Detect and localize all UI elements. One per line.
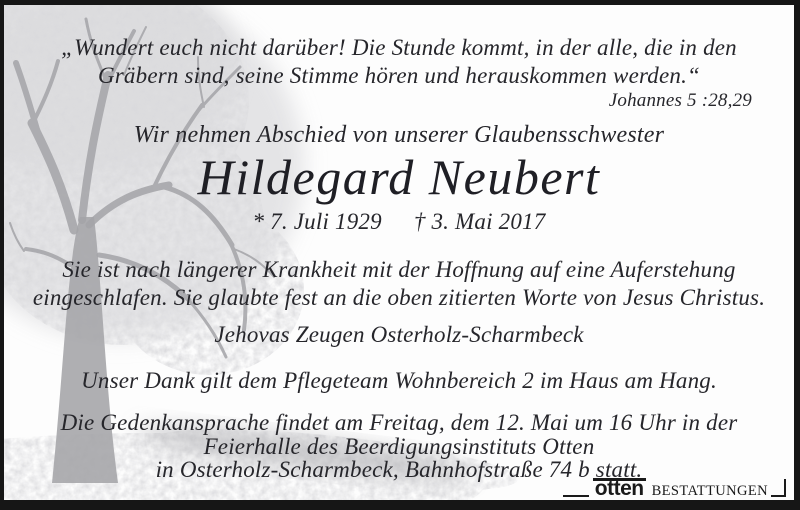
birth-date: * 7. Juli 1929 [252, 209, 382, 234]
thanks-text: Unser Dank gilt dem Pflegeteam Wohnbereich 2 im Haus am Hang. [81, 368, 717, 393]
service-info-line2: Feierhalle des Beerdigungsinstituts Otten [203, 434, 595, 459]
logo-brand-text: otten [594, 477, 644, 501]
service-info-line1: Die Gedenkansprache findet am Freitag, dem 12. Mai um 16 Uhr in der [60, 410, 738, 435]
death-date: † 3. Mai 2017 [413, 209, 546, 234]
logo-suffix-text: BESTATTUNGEN [651, 482, 768, 499]
congregation-name: Jehovas Zeugen Osterholz-Scharmbeck [214, 322, 584, 347]
logo-corner-rule-icon [771, 479, 786, 497]
scripture-quote-line1: „Wundert euch nicht darüber! Die Stunde kommt, in der alle, die in den [61, 35, 737, 60]
condolence-text-line1: Sie ist nach längerer Krankheit mit der Hoffnung auf eine Auferstehung [62, 257, 736, 282]
life-dates [4, 209, 794, 235]
farewell-intro: Wir nehmen Abschied von unserer Glaubensschwester [133, 122, 665, 148]
notice-text [4, 5, 794, 500]
service-info-line3: in Osterholz-Scharmbeck, Bahnhofstraße 74 b statt. [155, 457, 643, 482]
funeral-home-logo [563, 477, 786, 501]
scripture-quote-line2: Gräbern sind, seine Stimme hören und herauskommen werden.“ [97, 63, 701, 88]
condolence-text-line2: eingeschlafen. Sie glaubte fest an die oben zitierten Worte von Jesus Christus. [32, 285, 766, 310]
deceased-name: Hildegard Neubert [197, 149, 601, 205]
logo-rule-left-icon [563, 495, 589, 497]
scripture-reference: Johannes 5 :28,29 [608, 90, 752, 111]
